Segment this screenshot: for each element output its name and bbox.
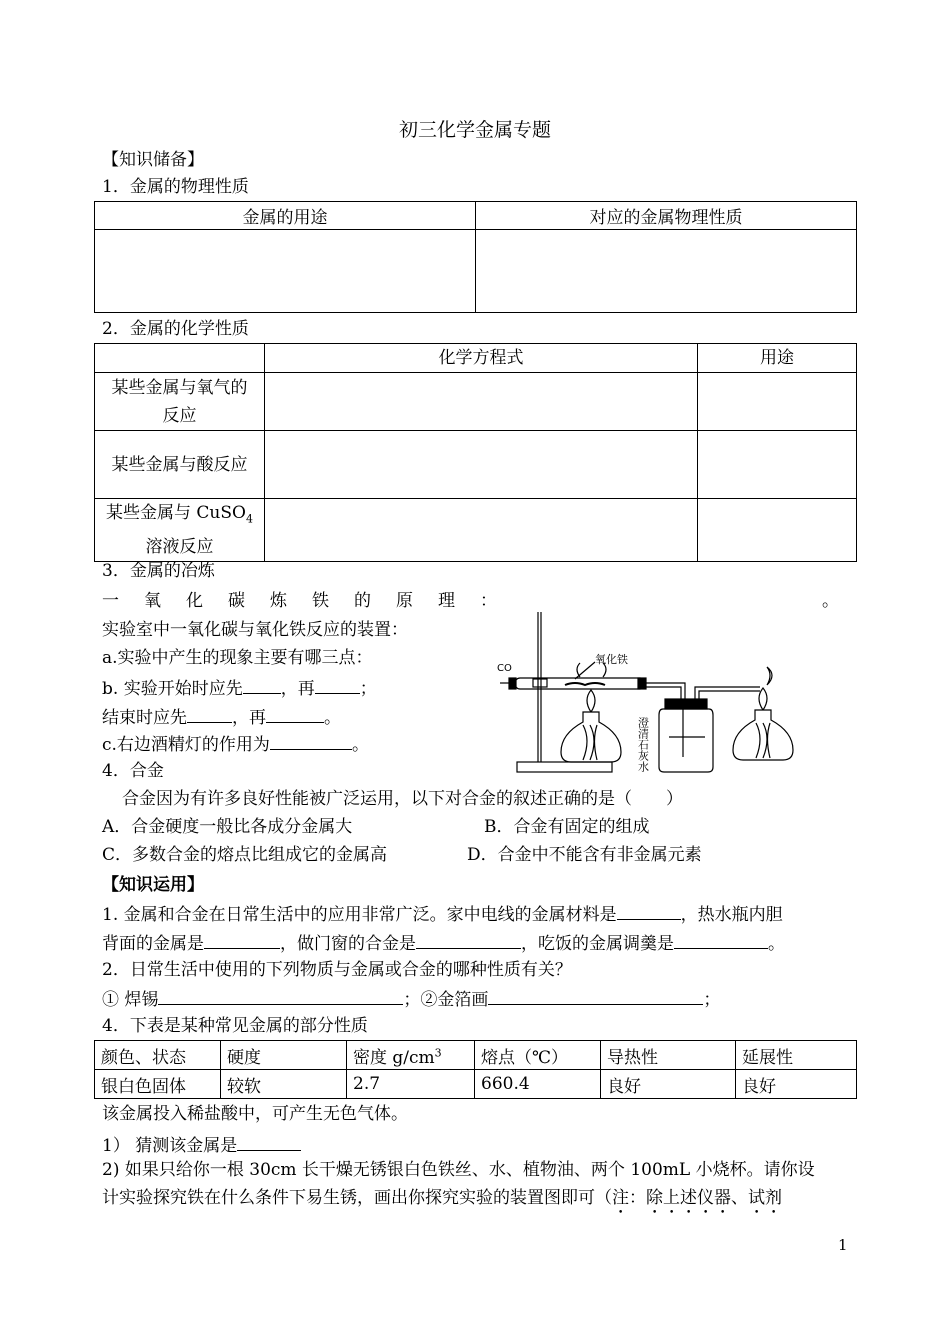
p4-s2-line2 — [102, 1188, 782, 1218]
p4-after: 该金属投入稀盐酸中，可产生无色气体。 — [102, 1104, 408, 1124]
answer-cell[interactable] — [265, 431, 698, 499]
cell-hardness: 较软 — [221, 1070, 347, 1099]
q3-b-text6: 。 — [324, 708, 341, 728]
q3-b-text2: ，再 — [280, 679, 315, 699]
p4-s2-emphasis: （注：除上述仪器、试剂 — [595, 1188, 782, 1208]
p4-s1-text: 1） 猜测该金属是 — [102, 1136, 238, 1156]
apparatus-diagram — [495, 607, 810, 779]
metal-properties-table — [94, 1040, 857, 1099]
header-color-state: 颜色、状态 — [95, 1041, 221, 1070]
blank[interactable] — [416, 932, 521, 949]
label-iron-oxide: 氧化铁 — [595, 653, 628, 666]
q3-b-text1: b. 实验开始时应先 — [102, 679, 243, 699]
p1-text-f: 。 — [768, 934, 785, 954]
header-melting-point: 熔点（℃） — [475, 1041, 601, 1070]
co-iron-principle: 一氧化碳炼铁的原理： — [102, 591, 522, 611]
blank[interactable] — [237, 1134, 301, 1151]
answer-cell[interactable] — [698, 431, 857, 499]
blank[interactable] — [266, 706, 324, 723]
header-ductility: 延展性 — [736, 1041, 857, 1070]
answer-cell[interactable] — [265, 373, 698, 431]
row-metal-oxygen: 某些金属与氧气的反应 — [95, 373, 265, 431]
q3-c — [102, 733, 369, 755]
p4-s2-line1: 2) 如果只给你一根 30cm 长干燥无锈银白色铁丝、水、植物油、两个 100mL 小烧杯。请你设 — [102, 1160, 815, 1180]
p2-text-c: ； — [703, 990, 721, 1010]
q4-stem: 合金因为有许多良好性能被广泛运用，以下对合金的叙述正确的是（ ） — [122, 789, 683, 809]
lime-water-bottle — [659, 709, 713, 772]
col-equation: 化学方程式 — [265, 344, 698, 373]
p4-s1 — [102, 1134, 301, 1156]
iron-oxide — [565, 683, 605, 685]
label-lime-water: 澄清石灰水 — [636, 717, 650, 772]
answer-cell[interactable] — [698, 499, 857, 562]
p4-heading: 4．下表是某种常见金属的部分性质 — [102, 1016, 368, 1036]
row3-text-a: 某些金属与 CuSO — [106, 503, 246, 523]
q4-heading: 4．合金 — [102, 761, 164, 781]
p4-s2-plain: 计实验探究铁在什么条件下易生锈，画出你探究实验的装置图即可 — [102, 1188, 595, 1208]
col-use: 用途 — [698, 344, 857, 373]
header-density — [347, 1041, 475, 1070]
chemical-properties-table — [94, 343, 857, 562]
option-a[interactable]: A．合金硬度一般比各成分金属大 — [102, 817, 353, 837]
left-alcohol-lamp — [561, 712, 621, 762]
section-knowledge-apply: 【知识运用】 — [102, 875, 204, 895]
page-title: 初三化学金属专题 — [398, 119, 551, 141]
blank[interactable] — [315, 677, 360, 694]
p1-text-d: ，做门窗的合金是 — [280, 934, 416, 954]
p1-text-c: 背面的金属是 — [102, 934, 204, 954]
blank[interactable] — [270, 733, 352, 750]
option-b[interactable]: B．合金有固定的组成 — [484, 817, 650, 837]
q3-b-text3: ； — [359, 679, 377, 699]
p2-text-b: ；②金箔画 — [403, 990, 489, 1010]
density-label: 密度 g/cm — [353, 1047, 435, 1068]
page-number: 1 — [838, 1236, 848, 1254]
blank[interactable] — [243, 677, 281, 694]
q2-heading: 2．金属的化学性质 — [102, 319, 249, 339]
p1-text-b: ，热水瓶内胆 — [680, 905, 783, 925]
p1-text-e: ，吃饭的金属调羹是 — [521, 934, 674, 954]
physical-properties-table — [94, 201, 857, 313]
stand-base — [517, 762, 612, 772]
q3-b-end — [102, 706, 341, 728]
right-flame — [759, 688, 767, 710]
q3-a: a.实验中产生的现象主要有哪三点： — [102, 648, 373, 668]
q3-b-text4: 结束时应先 — [102, 708, 187, 728]
right-alcohol-lamp — [733, 710, 793, 760]
col-physical-property: 对应的金属物理性质 — [476, 202, 857, 230]
cell-melting-point: 660.4 — [475, 1070, 601, 1099]
p1-line2 — [102, 932, 785, 954]
section-knowledge-prep: 【知识储备】 — [102, 150, 204, 170]
option-c[interactable]: C．多数合金的熔点比组成它的金属高 — [102, 845, 388, 865]
q3-c-text2: 。 — [351, 735, 369, 755]
cell-ductility: 良好 — [736, 1070, 857, 1099]
p2-line1: 2．日常生活中使用的下列物质与金属或合金的哪种性质有关？ — [102, 960, 572, 980]
option-d[interactable]: D．合金中不能含有非金属元素 — [467, 845, 702, 865]
col-metal-use: 金属的用途 — [95, 202, 476, 230]
cell-density: 2.7 — [347, 1070, 475, 1099]
device-intro: 实验室中一氧化碳与氧化铁反应的装置： — [102, 620, 408, 640]
blank[interactable] — [617, 903, 681, 920]
row-metal-cuso4 — [95, 499, 265, 562]
answer-cell[interactable] — [698, 373, 857, 431]
density-sup: 3 — [434, 1045, 442, 1059]
blank[interactable] — [488, 988, 703, 1005]
q1-heading: 1．金属的物理性质 — [102, 177, 249, 197]
q3-heading: 3．金属的冶炼 — [102, 561, 215, 581]
blank[interactable] — [158, 988, 403, 1005]
row3-subscript: 4 — [245, 512, 253, 526]
p1-text-a: 1. 金属和合金在日常生活中的应用非常广泛。家中电线的金属材料是 — [102, 905, 617, 925]
answer-cell[interactable] — [476, 230, 857, 313]
row-metal-acid: 某些金属与酸反应 — [95, 431, 265, 499]
p1-line1 — [102, 903, 783, 925]
principle-period: 。 — [822, 591, 839, 611]
left-flame — [587, 690, 595, 712]
blank-header — [95, 344, 265, 373]
label-co: CO — [497, 663, 512, 674]
answer-cell[interactable] — [265, 499, 698, 562]
cell-thermal: 良好 — [601, 1070, 736, 1099]
row3-text-b: 溶液反应 — [145, 537, 214, 558]
p2-line2 — [102, 988, 720, 1010]
q3-b-text5: ，再 — [232, 708, 266, 728]
blank[interactable] — [674, 932, 768, 949]
answer-cell[interactable] — [95, 230, 476, 313]
cell-color-state: 银白色固体 — [95, 1070, 221, 1099]
blank[interactable] — [187, 706, 232, 723]
header-hardness: 硬度 — [221, 1041, 347, 1070]
q3-c-text1: c.右边酒精灯的作用为 — [102, 735, 270, 755]
header-thermal: 导热性 — [601, 1041, 736, 1070]
p2-text-a: ① 焊锡 — [102, 990, 159, 1010]
q3-b — [102, 677, 377, 699]
blank[interactable] — [204, 932, 280, 949]
